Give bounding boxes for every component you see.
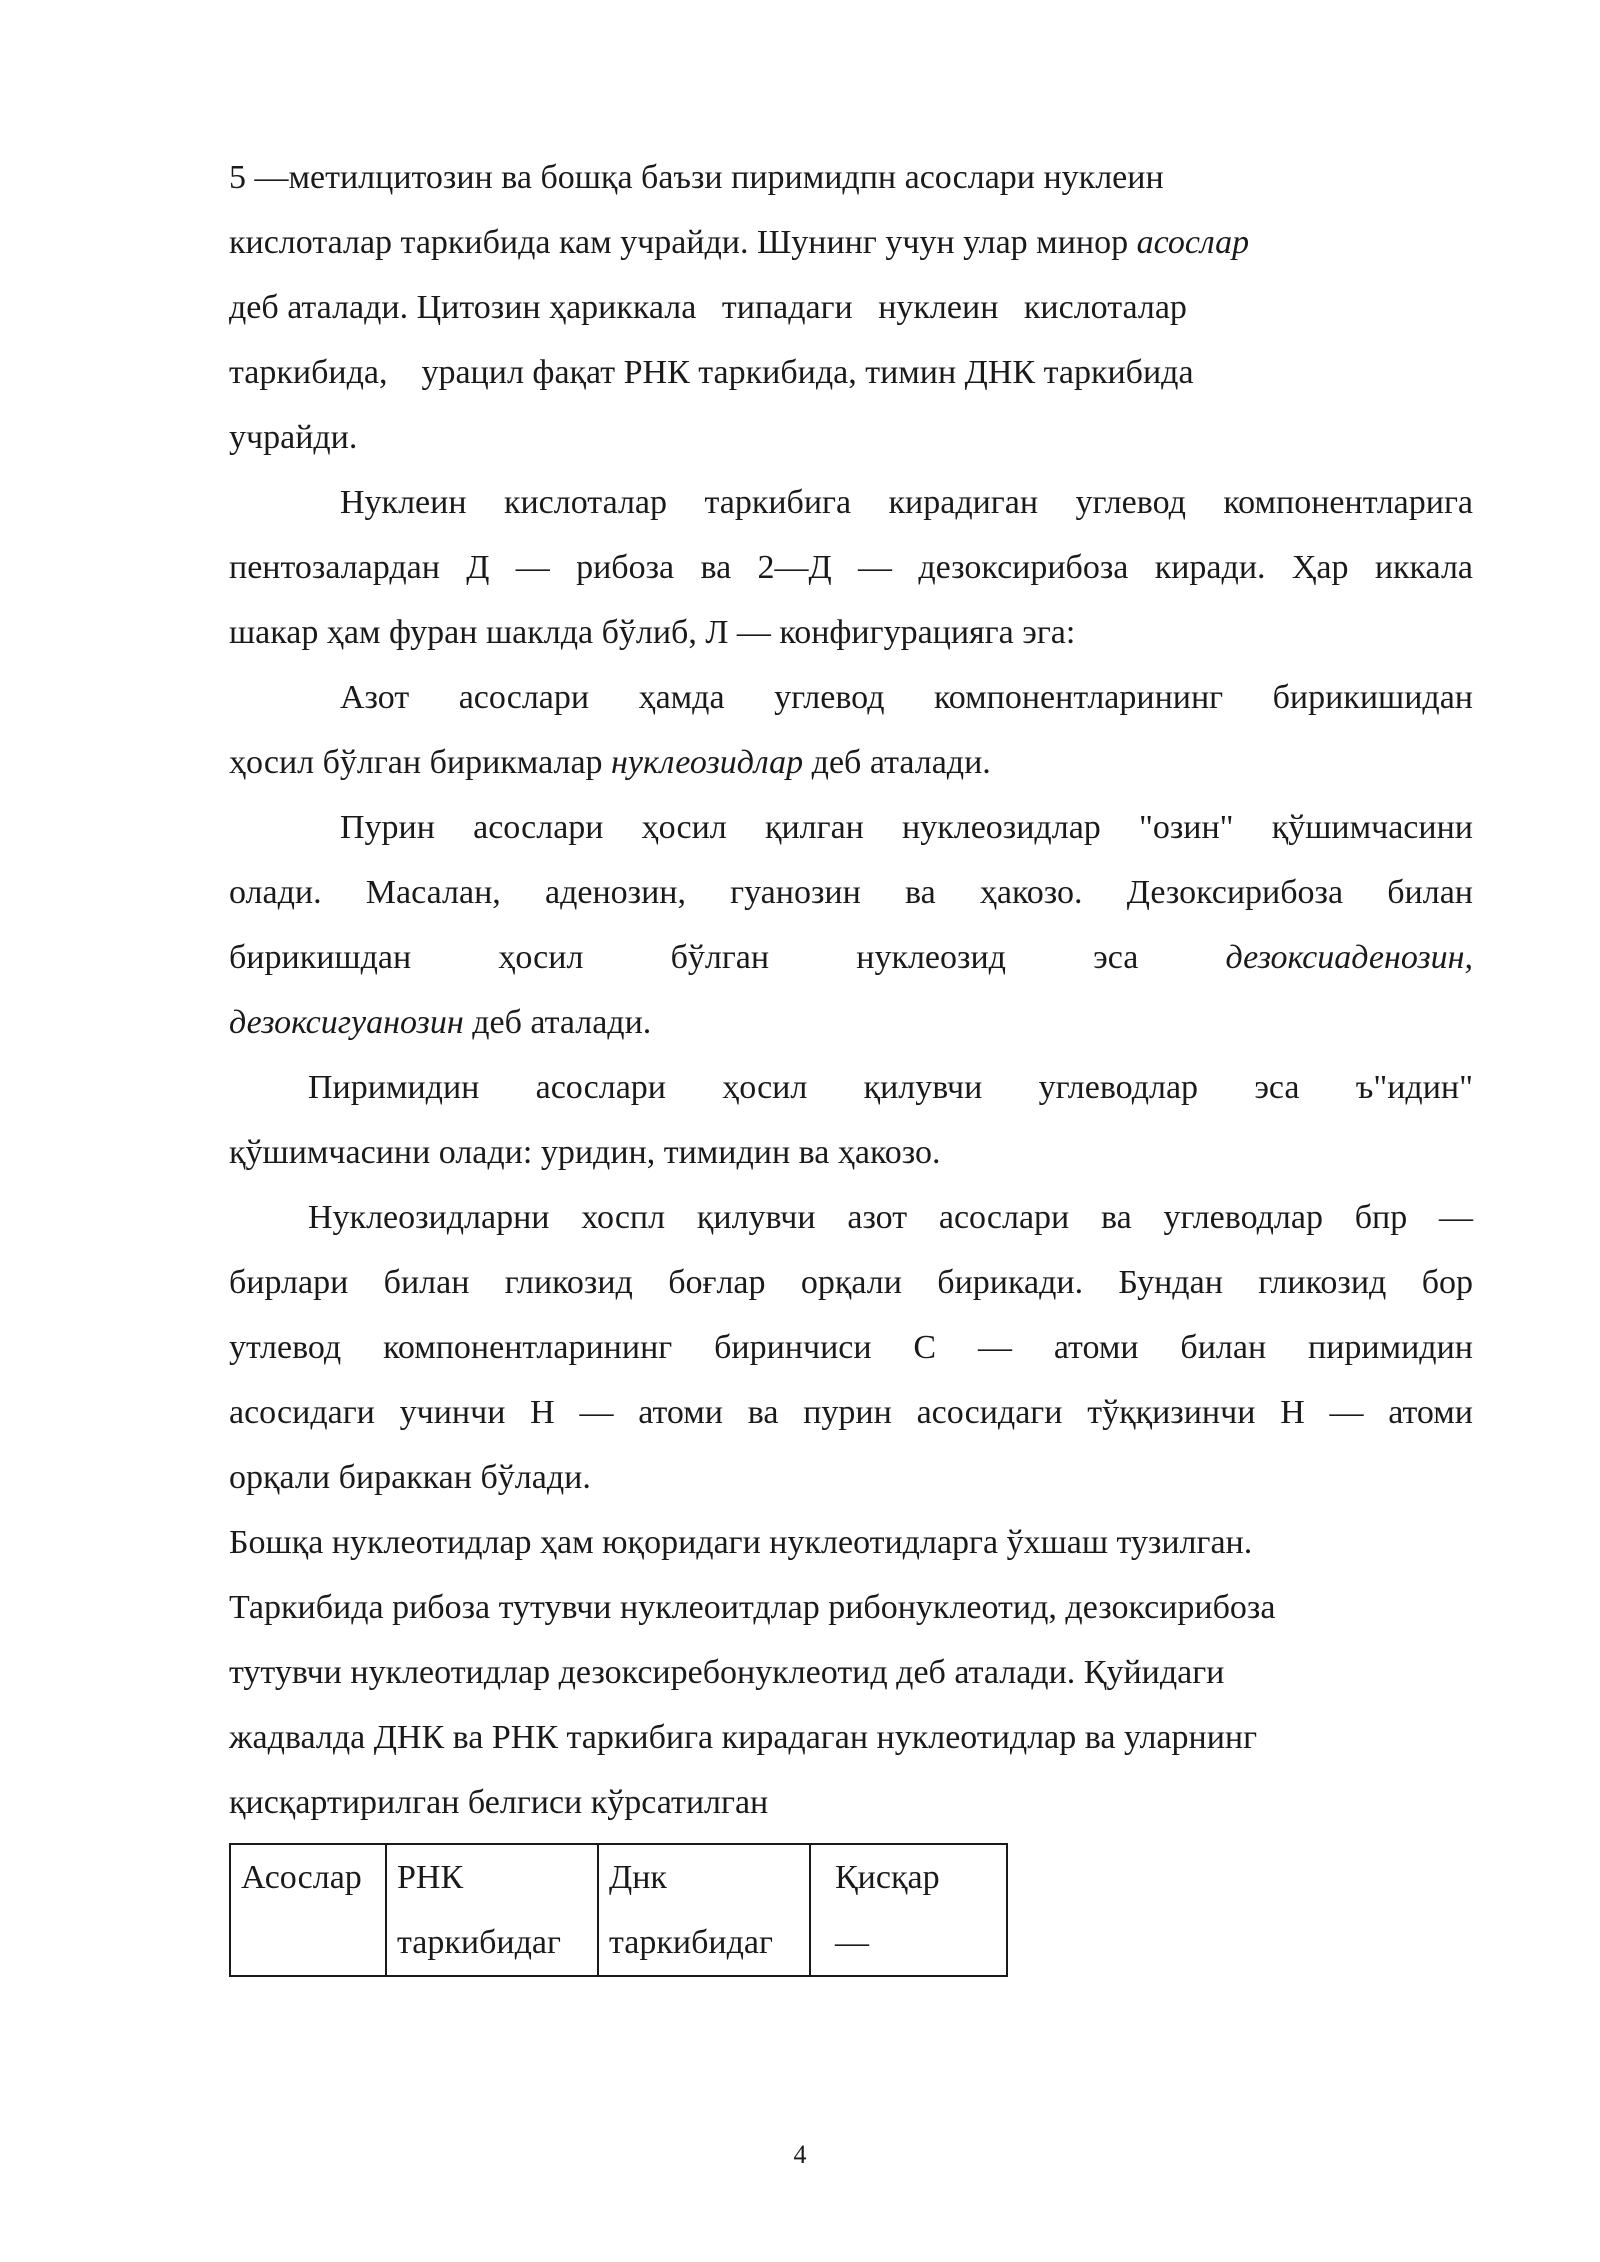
paragraph-nucleosides-definition (229, 665, 1473, 795)
table-header-row (230, 1844, 1007, 1976)
italic-term: дезоксигуанозин (229, 1004, 464, 1041)
text-line: тутувчи нуклеотидлар дезоксиребонуклеотид деб аталади. Қуйидаги (229, 1654, 1225, 1691)
text-line: асосидаги учинчи Н — атоми ва пурин асосидаги тўққизинчи Н — атоми (229, 1394, 1473, 1431)
text-line: Пурин асослари ҳосил қилган нуклеозидлар "озин" қўшимчасини (340, 809, 1473, 846)
text-line: таркибида, урацил фақат РНК таркибида, тимин ДНК таркибида (229, 354, 1194, 391)
nucleotide-table-container (229, 1843, 1008, 1977)
table-header-cell (810, 1844, 1007, 1976)
text-line: Таркибида рибоза тутувчи нуклеоитдлар рибонуклеотид, дезоксирибоза (229, 1589, 1276, 1626)
text-line: орқали бираккан бўлади. (229, 1459, 591, 1496)
text-line (229, 210, 1473, 275)
cell-text: таркибидаг (609, 1924, 773, 1961)
italic-term: асослар (1136, 224, 1250, 261)
text-line: 5 —метилцитозин ва бошқа баъзи пиримидпн асослари нуклеин (229, 159, 1164, 196)
cell-text: РНК (397, 1859, 464, 1896)
text-line: қўшимчасини олади: уридин, тимидин ва ҳакозо. (229, 1134, 941, 1171)
nucleotide-table (229, 1843, 1008, 1977)
text-line: утлевод компонентларининг биринчиси С — атоми билан пиримидин (229, 1329, 1473, 1366)
text-line: Нуклеин кислоталар таркибига кирадиган углевод компонентларига (340, 484, 1473, 521)
text-run: деб аталади. (472, 1004, 652, 1041)
paragraph-pyrimidine-nucleosides (229, 1055, 1473, 1185)
text-line (229, 925, 1473, 990)
document-body (229, 145, 1473, 1835)
text-line (229, 990, 1473, 1055)
text-line: шакар ҳам фуран шаклда бўлиб, Л — конфигурацияга эга: (229, 614, 1076, 651)
text-line: Нуклеозидларни хоспл қилувчи азот асослари ва углеводлар бпр — (308, 1199, 1473, 1236)
text-line: Азот асослари ҳамда углевод компонентларининг бирикишидан (340, 679, 1473, 716)
page-number: 4 (793, 2140, 807, 2169)
cell-text: таркибидаг (397, 1924, 561, 1961)
cell-text: Қисқар (835, 1859, 940, 1896)
text-line: пентозалардан Д — рибоза ва 2—Д — дезоксирибоза киради. Ҳар иккала (229, 549, 1473, 586)
paragraph-purine-nucleosides (229, 795, 1473, 1055)
text-line (229, 730, 1473, 795)
text-run: кислоталар таркибида кам учрайди. Шунинг учун улар минор (229, 224, 1129, 261)
table-header-cell (386, 1844, 598, 1976)
table-header-cell (598, 1844, 810, 1976)
text-line: бирлари билан гликозид боғлар орқали бирикади. Бундан гликозид бор (229, 1264, 1473, 1301)
italic-term: нуклеозидлар (611, 744, 804, 781)
text-run: деб аталади. (811, 744, 991, 781)
paragraph-methylcytosine (229, 145, 1473, 470)
text-run: бирикишдан ҳосил бўлган нуклеозид эса (229, 939, 1139, 976)
text-line: Бошқа нуклеотидлар ҳам юқоридаги нуклеотидларга ўхшаш тузилган. (229, 1524, 1253, 1561)
cell-text: Асослар (241, 1859, 362, 1896)
cell-text: Днк (609, 1859, 667, 1896)
cell-text (241, 1910, 375, 1975)
text-line: олади. Масалан, аденозин, гуанозин ва ҳакозо. Дезоксирибоза билан (229, 874, 1473, 911)
text-line: деб аталади. Цитозин ҳариккала типадаги нуклеин кислоталар (229, 289, 1187, 326)
italic-term: дезоксиаденозин, (1225, 939, 1474, 976)
paragraph-glycosidic-bonds (229, 1185, 1473, 1510)
text-line: Пиримидин асослари ҳосил қилувчи углеводлар эса ъ"идин" (308, 1069, 1473, 1106)
text-line: жадвалда ДНК ва РНК таркибига кирадаган нуклеотидлар ва уларнинг (229, 1719, 1258, 1756)
table-header-cell (230, 1844, 386, 1976)
text-line: қисқартирилган белгиси кўрсатилган (229, 1784, 769, 1821)
paragraph-pentoses (229, 470, 1473, 665)
paragraph-nucleotides (229, 1510, 1473, 1835)
text-line: учрайди. (229, 419, 358, 456)
cell-text: — (835, 1924, 869, 1961)
text-run: ҳосил бўлган бирикмалар (229, 744, 603, 781)
